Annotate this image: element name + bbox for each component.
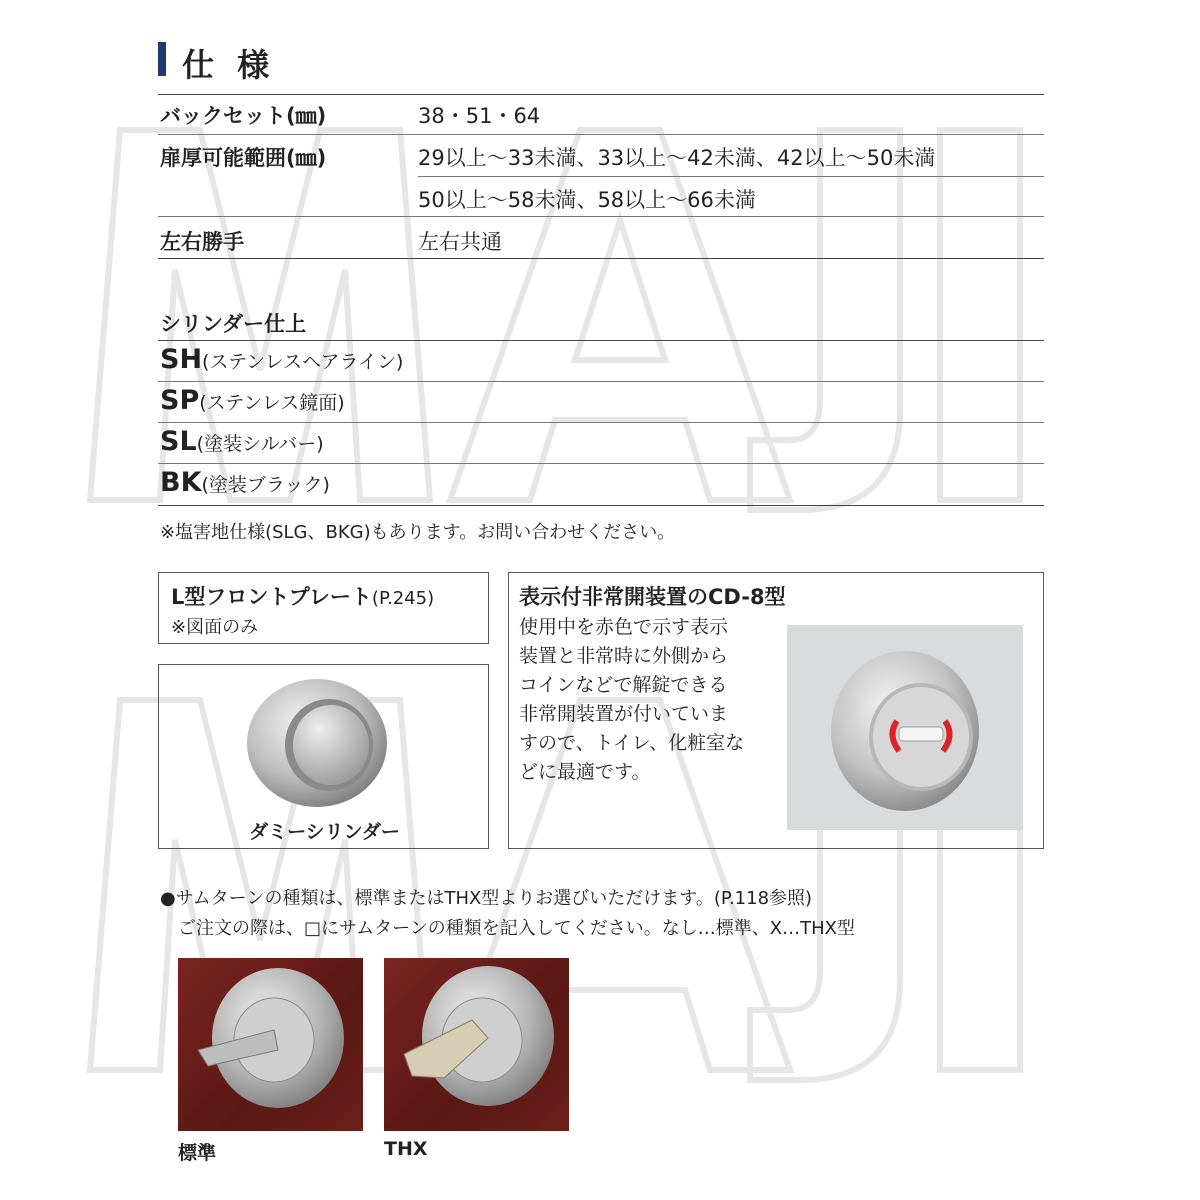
cylinder-desc: (塗装ブラック) xyxy=(201,474,330,496)
cd8-desc-line: 使用中を赤色で示す表示 xyxy=(519,616,729,638)
cylinder-item-sp xyxy=(160,385,345,416)
cd8-title: 表示付非常開装置のCD-8型 xyxy=(519,585,786,609)
cylinder-rule xyxy=(158,340,1044,341)
title-accent-bar xyxy=(158,42,166,76)
cylinder-desc: (ステンレスヘアライン) xyxy=(202,351,404,373)
cylinder-rule-bottom xyxy=(158,505,1044,506)
cylinder-heading: シリンダー仕上 xyxy=(160,312,307,336)
cylinder-code: SP xyxy=(160,385,200,416)
cylinder-code: BK xyxy=(160,467,202,498)
cylinder-code: SH xyxy=(160,344,203,375)
thumbturn-note-1: ●サムターンの種類は、標準またはTHX型よりお選びいただけます。(P.118参照) xyxy=(160,888,813,909)
spec-rule-sub xyxy=(418,176,1044,177)
front-plate-sub: ※図面のみ xyxy=(171,617,259,638)
spec-rule-top xyxy=(158,94,1044,95)
front-plate-title-text: L型フロントプレート xyxy=(171,585,372,609)
cylinder-rule xyxy=(158,381,1044,382)
standard-thumbturn-photo xyxy=(178,958,363,1131)
cd8-desc-line: どに最適です。 xyxy=(519,761,651,783)
spec-rule xyxy=(158,134,1044,135)
spec-label-backset: バックセット(㎜) xyxy=(160,104,327,128)
thx-thumbturn-photo xyxy=(384,958,569,1131)
spec-label-handing: 左右勝手 xyxy=(160,230,244,254)
front-plate-box xyxy=(158,572,489,644)
cylinder-item-bk xyxy=(160,467,330,498)
spec-rule xyxy=(158,216,1044,217)
thumbturn-note-2: ご注文の際は、□にサムターンの種類を記入してください。なし…標準、X…THX型 xyxy=(178,918,855,939)
spec-rule-bottom xyxy=(158,258,1044,259)
spec-value-handing: 左右共通 xyxy=(418,230,502,254)
page-title: 仕 様 xyxy=(182,46,276,84)
cylinder-desc: (塗装シルバー) xyxy=(196,433,324,455)
cd8-box xyxy=(508,572,1044,849)
dummy-cylinder-caption: ダミーシリンダー xyxy=(249,821,400,843)
spec-value-door-thickness-2: 50以上～58未満、58以上～66未満 xyxy=(418,188,756,212)
front-plate-ref: (P.245) xyxy=(371,588,435,609)
cd8-desc-line: 非常開装置が付いていま xyxy=(519,703,729,725)
standard-caption: 標準 xyxy=(178,1142,217,1164)
salt-damage-note: ※塩害地仕様(SLG、BKG)もあります。お問い合わせください。 xyxy=(160,522,676,543)
cylinder-rule xyxy=(158,422,1044,423)
cylinder-item-sl xyxy=(160,426,324,457)
cylinder-rule xyxy=(158,463,1044,464)
spec-value-door-thickness: 29以上～33未満、33以上～42未満、42以上～50未満 xyxy=(418,146,936,170)
cd8-desc-line: コインなどで解錠できる xyxy=(519,674,728,696)
thx-caption: THX xyxy=(384,1138,428,1160)
cylinder-desc: (ステンレス鏡面) xyxy=(199,392,345,414)
cylinder-item-sh xyxy=(160,344,403,375)
cd8-desc-line: 装置と非常時に外側から xyxy=(519,645,729,667)
cd8-photo xyxy=(787,625,1023,830)
spec-label-door-thickness: 扉厚可能範囲(㎜) xyxy=(160,146,327,170)
cylinder-code: SL xyxy=(160,426,197,457)
cd8-desc-line: すので、トイレ、化粧室な xyxy=(519,732,745,754)
spec-value-backset: 38・51・64 xyxy=(418,104,541,128)
front-plate-title xyxy=(171,581,434,611)
dummy-cylinder-image xyxy=(239,671,389,811)
dummy-cylinder-box xyxy=(158,664,489,849)
cd8-description xyxy=(519,613,769,787)
